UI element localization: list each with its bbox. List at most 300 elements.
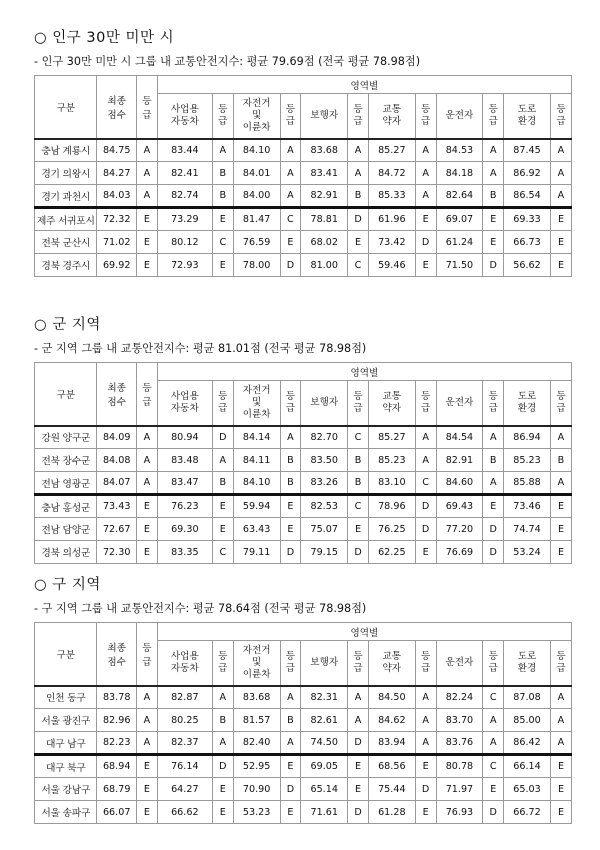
header-vulnerable-grade: 등 급	[415, 94, 436, 139]
cell-final-score: 84.09	[97, 426, 137, 449]
header-road-environment: 도로 환경	[504, 381, 551, 426]
cell-area-grade: E	[483, 778, 504, 801]
cell-grade: E	[136, 541, 157, 564]
cell-area-score: 82.37	[157, 732, 212, 755]
table-row	[35, 208, 572, 231]
header-pedestrian: 보행자	[301, 381, 348, 426]
cell-region: 경기 의왕시	[35, 162, 97, 185]
cell-final-score: 82.96	[97, 709, 137, 732]
cell-area-score: 82.24	[436, 686, 483, 709]
cell-area-grade: D	[415, 231, 436, 254]
cell-area-score: 76.59	[233, 231, 280, 254]
cell-area-grade: A	[483, 162, 504, 185]
cell-final-score: 72.30	[97, 541, 137, 564]
cell-area-grade: A	[348, 686, 369, 709]
table-row	[35, 732, 572, 755]
cell-area-score: 56.62	[504, 254, 551, 277]
cell-area-score: 80.78	[436, 755, 483, 778]
cell-area-score: 83.41	[301, 162, 348, 185]
cell-grade: A	[136, 709, 157, 732]
cell-area-grade: A	[212, 732, 233, 755]
header-commercial-vehicle-grade: 등 급	[212, 641, 233, 686]
table-row	[35, 495, 572, 518]
header-driver-grade: 등 급	[483, 381, 504, 426]
cell-area-grade: A	[483, 139, 504, 162]
cell-grade: A	[136, 139, 157, 162]
cell-area-score: 82.70	[301, 426, 348, 449]
header-pedestrian: 보행자	[301, 641, 348, 686]
cell-area-score: 83.70	[436, 709, 483, 732]
cell-area-grade: D	[212, 426, 233, 449]
cell-area-grade: E	[550, 208, 571, 231]
cell-area-grade: D	[280, 254, 301, 277]
cell-region: 인천 동구	[35, 686, 97, 709]
table-row	[35, 686, 572, 709]
cell-area-grade: E	[280, 518, 301, 541]
cell-area-score: 72.93	[157, 254, 212, 277]
cell-area-grade: E	[212, 518, 233, 541]
table-row	[35, 254, 572, 277]
cell-area-score: 66.72	[504, 801, 551, 824]
cell-area-grade: B	[212, 162, 233, 185]
cell-area-score: 83.26	[301, 472, 348, 495]
header-grade: 등 급	[136, 623, 157, 686]
cell-area-grade: D	[212, 755, 233, 778]
cell-area-grade: C	[348, 426, 369, 449]
cell-area-score: 79.15	[301, 541, 348, 564]
cell-area-grade: E	[415, 541, 436, 564]
cell-area-grade: A	[280, 426, 301, 449]
cell-area-grade: C	[280, 208, 301, 231]
header-road-environment-grade: 등 급	[550, 94, 571, 139]
cell-area-score: 81.57	[233, 709, 280, 732]
cell-area-score: 84.10	[233, 139, 280, 162]
table-row	[35, 449, 572, 472]
cell-region: 대구 북구	[35, 755, 97, 778]
cell-area-grade: C	[415, 472, 436, 495]
cell-final-score: 72.32	[97, 208, 137, 231]
header-pedestrian-grade: 등 급	[348, 94, 369, 139]
header-commercial-vehicle-grade: 등 급	[212, 94, 233, 139]
cell-area-grade: E	[212, 208, 233, 231]
cell-grade: A	[136, 732, 157, 755]
cell-region: 충남 홍성군	[35, 495, 97, 518]
cell-area-score: 83.35	[157, 541, 212, 564]
cell-area-score: 83.44	[157, 139, 212, 162]
cell-area-grade: D	[483, 541, 504, 564]
header-vulnerable: 교통 약자	[368, 641, 415, 686]
header-road-environment-grade: 등 급	[550, 641, 571, 686]
cell-grade: E	[136, 518, 157, 541]
table-header	[35, 623, 572, 686]
cell-final-score: 82.23	[97, 732, 137, 755]
cell-area-score: 64.27	[157, 778, 212, 801]
cell-region: 전남 담양군	[35, 518, 97, 541]
cell-area-grade: E	[483, 208, 504, 231]
cell-area-grade: E	[550, 254, 571, 277]
cell-area-grade: C	[212, 541, 233, 564]
cell-grade: A	[136, 686, 157, 709]
cell-area-grade: E	[280, 801, 301, 824]
cell-area-score: 78.00	[233, 254, 280, 277]
header-area-group: 영역별	[157, 623, 571, 641]
cell-area-score: 85.23	[368, 449, 415, 472]
cell-area-grade: A	[483, 426, 504, 449]
cell-area-grade: D	[415, 778, 436, 801]
cell-area-score: 84.60	[436, 472, 483, 495]
cell-area-grade: E	[483, 495, 504, 518]
cell-area-grade: E	[212, 254, 233, 277]
cell-area-grade: D	[348, 541, 369, 564]
cell-region: 경북 경주시	[35, 254, 97, 277]
header-driver: 운전자	[436, 641, 483, 686]
cell-area-grade: C	[483, 686, 504, 709]
cell-area-grade: C	[483, 755, 504, 778]
cell-area-score: 74.74	[504, 518, 551, 541]
cell-area-score: 52.95	[233, 755, 280, 778]
header-region: 구분	[35, 76, 97, 139]
cell-area-score: 80.12	[157, 231, 212, 254]
cell-area-grade: A	[483, 732, 504, 755]
cell-area-grade: E	[550, 801, 571, 824]
cell-area-grade: A	[415, 732, 436, 755]
cell-area-score: 78.96	[368, 495, 415, 518]
cell-final-score: 69.92	[97, 254, 137, 277]
cell-grade: E	[136, 208, 157, 231]
header-vulnerable-grade: 등 급	[415, 381, 436, 426]
cell-area-score: 82.91	[301, 185, 348, 208]
header-vulnerable: 교통 약자	[368, 381, 415, 426]
cell-area-score: 87.08	[504, 686, 551, 709]
cell-area-score: 69.05	[301, 755, 348, 778]
cell-grade: E	[136, 495, 157, 518]
cell-area-grade: D	[280, 778, 301, 801]
cell-area-grade: E	[550, 495, 571, 518]
header-bicycle: 자전거 및 이륜차	[233, 641, 280, 686]
cell-area-score: 83.10	[368, 472, 415, 495]
cell-area-score: 76.69	[436, 541, 483, 564]
cell-area-grade: A	[550, 185, 571, 208]
cell-area-grade: E	[212, 778, 233, 801]
cell-area-score: 84.14	[233, 426, 280, 449]
score-table	[34, 362, 572, 564]
header-final-score: 최종 점수	[97, 623, 137, 686]
cell-area-grade: E	[348, 518, 369, 541]
table-header	[35, 76, 572, 139]
cell-area-score: 83.50	[301, 449, 348, 472]
cell-area-grade: A	[280, 732, 301, 755]
cell-area-grade: C	[212, 231, 233, 254]
cell-area-grade: B	[348, 449, 369, 472]
cell-area-score: 76.25	[368, 518, 415, 541]
cell-area-grade: A	[415, 709, 436, 732]
cell-area-grade: A	[550, 732, 571, 755]
cell-area-score: 83.48	[157, 449, 212, 472]
cell-area-grade: A	[280, 162, 301, 185]
cell-area-grade: A	[415, 185, 436, 208]
cell-area-grade: E	[212, 495, 233, 518]
cell-area-score: 76.93	[436, 801, 483, 824]
cell-final-score: 84.75	[97, 139, 137, 162]
cell-area-score: 83.76	[436, 732, 483, 755]
cell-grade: E	[136, 231, 157, 254]
cell-area-grade: A	[550, 686, 571, 709]
cell-area-grade: E	[550, 518, 571, 541]
cell-area-score: 83.68	[233, 686, 280, 709]
cell-area-grade: B	[212, 472, 233, 495]
cell-area-grade: A	[280, 686, 301, 709]
cell-area-score: 83.47	[157, 472, 212, 495]
cell-area-grade: E	[280, 231, 301, 254]
cell-area-grade: E	[550, 541, 571, 564]
cell-area-score: 78.81	[301, 208, 348, 231]
header-region: 구분	[35, 623, 97, 686]
cell-area-score: 85.88	[504, 472, 551, 495]
header-road-environment: 도로 환경	[504, 641, 551, 686]
cell-area-grade: A	[415, 162, 436, 185]
cell-area-score: 66.14	[504, 755, 551, 778]
cell-area-score: 77.20	[436, 518, 483, 541]
table-row	[35, 518, 572, 541]
cell-area-score: 83.94	[368, 732, 415, 755]
cell-area-score: 84.01	[233, 162, 280, 185]
cell-area-score: 86.94	[504, 426, 551, 449]
score-table	[34, 75, 572, 277]
cell-area-score: 84.00	[233, 185, 280, 208]
cell-area-grade: E	[415, 254, 436, 277]
cell-area-grade: A	[280, 139, 301, 162]
cell-grade: A	[136, 449, 157, 472]
cell-area-score: 69.30	[157, 518, 212, 541]
cell-region: 대구 남구	[35, 732, 97, 755]
cell-region: 제주 서귀포시	[35, 208, 97, 231]
cell-area-grade: E	[550, 778, 571, 801]
cell-area-score: 80.94	[157, 426, 212, 449]
header-pedestrian-grade: 등 급	[348, 641, 369, 686]
cell-area-score: 65.14	[301, 778, 348, 801]
table-row	[35, 541, 572, 564]
cell-region: 서울 광진구	[35, 709, 97, 732]
header-road-environment-grade: 등 급	[550, 381, 571, 426]
cell-area-grade: E	[415, 208, 436, 231]
table-row	[35, 139, 572, 162]
cell-area-grade: E	[280, 495, 301, 518]
header-commercial-vehicle: 사업용 자동차	[157, 94, 212, 139]
header-driver-grade: 등 급	[483, 94, 504, 139]
section-2	[34, 315, 574, 564]
cell-area-score: 68.56	[368, 755, 415, 778]
cell-area-grade: A	[483, 709, 504, 732]
cell-area-grade: A	[550, 709, 571, 732]
cell-area-score: 82.61	[301, 709, 348, 732]
cell-region: 전남 영광군	[35, 472, 97, 495]
cell-grade: E	[136, 254, 157, 277]
header-area-group: 영역별	[157, 363, 571, 381]
table-row	[35, 709, 572, 732]
cell-area-score: 66.73	[504, 231, 551, 254]
cell-grade: E	[136, 755, 157, 778]
cell-area-score: 63.43	[233, 518, 280, 541]
header-final-score: 최종 점수	[97, 363, 137, 426]
header-vulnerable: 교통 약자	[368, 94, 415, 139]
cell-area-score: 87.45	[504, 139, 551, 162]
cell-area-score: 84.50	[368, 686, 415, 709]
cell-final-score: 83.78	[97, 686, 137, 709]
cell-area-score: 85.27	[368, 426, 415, 449]
cell-area-grade: B	[483, 449, 504, 472]
cell-area-grade: B	[348, 185, 369, 208]
cell-area-score: 82.31	[301, 686, 348, 709]
header-commercial-vehicle: 사업용 자동차	[157, 641, 212, 686]
cell-area-grade: B	[212, 709, 233, 732]
section-title: ○ 구 지역	[34, 577, 101, 593]
cell-area-grade: E	[550, 755, 571, 778]
cell-area-score: 76.23	[157, 495, 212, 518]
cell-area-score: 59.94	[233, 495, 280, 518]
header-region: 구분	[35, 363, 97, 426]
header-pedestrian-grade: 등 급	[348, 381, 369, 426]
cell-area-grade: D	[348, 732, 369, 755]
header-driver: 운전자	[436, 94, 483, 139]
cell-final-score: 72.67	[97, 518, 137, 541]
cell-area-score: 85.27	[368, 139, 415, 162]
section-subtitle: - 구 지역 그룹 내 교통안전지수: 평균 78.64점 (전국 평균 78.98점)	[34, 602, 367, 615]
cell-area-grade: D	[280, 541, 301, 564]
cell-final-score: 68.79	[97, 778, 137, 801]
cell-area-score: 85.23	[504, 449, 551, 472]
table-row	[35, 185, 572, 208]
cell-area-score: 86.42	[504, 732, 551, 755]
cell-area-grade: B	[280, 709, 301, 732]
table-row	[35, 231, 572, 254]
cell-area-score: 84.10	[233, 472, 280, 495]
cell-area-score: 84.18	[436, 162, 483, 185]
cell-area-score: 80.25	[157, 709, 212, 732]
cell-area-score: 61.24	[436, 231, 483, 254]
cell-area-score: 82.64	[436, 185, 483, 208]
table-body	[35, 139, 572, 277]
cell-area-score: 82.41	[157, 162, 212, 185]
cell-area-score: 73.46	[504, 495, 551, 518]
header-bicycle-grade: 등 급	[280, 381, 301, 426]
cell-final-score: 73.43	[97, 495, 137, 518]
table-row	[35, 801, 572, 824]
cell-area-score: 73.42	[368, 231, 415, 254]
header-bicycle: 자전거 및 이륜차	[233, 94, 280, 139]
cell-area-grade: D	[348, 801, 369, 824]
cell-grade: E	[136, 778, 157, 801]
cell-area-score: 75.44	[368, 778, 415, 801]
header-bicycle-grade: 등 급	[280, 94, 301, 139]
cell-area-grade: A	[415, 686, 436, 709]
cell-area-score: 82.40	[233, 732, 280, 755]
table-row	[35, 755, 572, 778]
cell-area-score: 86.54	[504, 185, 551, 208]
cell-area-score: 79.11	[233, 541, 280, 564]
cell-grade: A	[136, 426, 157, 449]
cell-area-grade: A	[550, 426, 571, 449]
score-table	[34, 622, 572, 824]
cell-area-grade: D	[415, 518, 436, 541]
cell-area-grade: E	[348, 231, 369, 254]
cell-area-grade: A	[415, 139, 436, 162]
cell-region: 전북 장수군	[35, 449, 97, 472]
cell-area-score: 84.62	[368, 709, 415, 732]
cell-grade: A	[136, 185, 157, 208]
cell-area-score: 76.14	[157, 755, 212, 778]
cell-area-grade: D	[483, 801, 504, 824]
cell-area-grade: A	[212, 686, 233, 709]
header-grade: 등 급	[136, 76, 157, 139]
cell-area-grade: D	[483, 518, 504, 541]
cell-area-score: 84.11	[233, 449, 280, 472]
cell-grade: E	[136, 801, 157, 824]
header-commercial-vehicle-grade: 등 급	[212, 381, 233, 426]
cell-area-score: 81.47	[233, 208, 280, 231]
cell-area-grade: A	[348, 162, 369, 185]
cell-area-score: 70.90	[233, 778, 280, 801]
cell-area-score: 84.53	[436, 139, 483, 162]
table-row	[35, 472, 572, 495]
cell-grade: A	[136, 472, 157, 495]
cell-area-grade: E	[550, 231, 571, 254]
cell-area-score: 71.61	[301, 801, 348, 824]
cell-final-score: 66.07	[97, 801, 137, 824]
section-1	[34, 28, 574, 277]
header-pedestrian: 보행자	[301, 94, 348, 139]
cell-area-grade: A	[550, 162, 571, 185]
cell-final-score: 84.27	[97, 162, 137, 185]
cell-area-score: 83.68	[301, 139, 348, 162]
table-row	[35, 778, 572, 801]
cell-area-score: 61.28	[368, 801, 415, 824]
cell-region: 강원 양구군	[35, 426, 97, 449]
cell-area-grade: A	[348, 709, 369, 732]
header-bicycle: 자전거 및 이륜차	[233, 381, 280, 426]
cell-area-grade: E	[348, 778, 369, 801]
cell-region: 경기 과천시	[35, 185, 97, 208]
cell-area-grade: C	[348, 495, 369, 518]
cell-area-score: 82.74	[157, 185, 212, 208]
cell-area-score: 53.24	[504, 541, 551, 564]
cell-area-grade: A	[550, 472, 571, 495]
cell-area-grade: D	[483, 254, 504, 277]
cell-area-grade: A	[415, 426, 436, 449]
cell-area-score: 84.54	[436, 426, 483, 449]
cell-area-grade: B	[212, 185, 233, 208]
cell-final-score: 71.02	[97, 231, 137, 254]
cell-region: 서울 송파구	[35, 801, 97, 824]
table-row	[35, 162, 572, 185]
cell-region: 경북 의성군	[35, 541, 97, 564]
table-row	[35, 426, 572, 449]
header-commercial-vehicle: 사업용 자동차	[157, 381, 212, 426]
cell-final-score: 68.94	[97, 755, 137, 778]
cell-area-grade: A	[212, 139, 233, 162]
cell-region: 서울 강남구	[35, 778, 97, 801]
cell-area-score: 85.00	[504, 709, 551, 732]
cell-area-grade: E	[415, 755, 436, 778]
cell-area-grade: E	[415, 801, 436, 824]
cell-area-grade: B	[348, 472, 369, 495]
header-vulnerable-grade: 등 급	[415, 641, 436, 686]
header-driver-grade: 등 급	[483, 641, 504, 686]
cell-area-grade: A	[348, 139, 369, 162]
cell-area-grade: C	[348, 254, 369, 277]
cell-area-score: 84.72	[368, 162, 415, 185]
cell-area-score: 65.03	[504, 778, 551, 801]
section-title: ○ 군 지역	[34, 317, 101, 333]
